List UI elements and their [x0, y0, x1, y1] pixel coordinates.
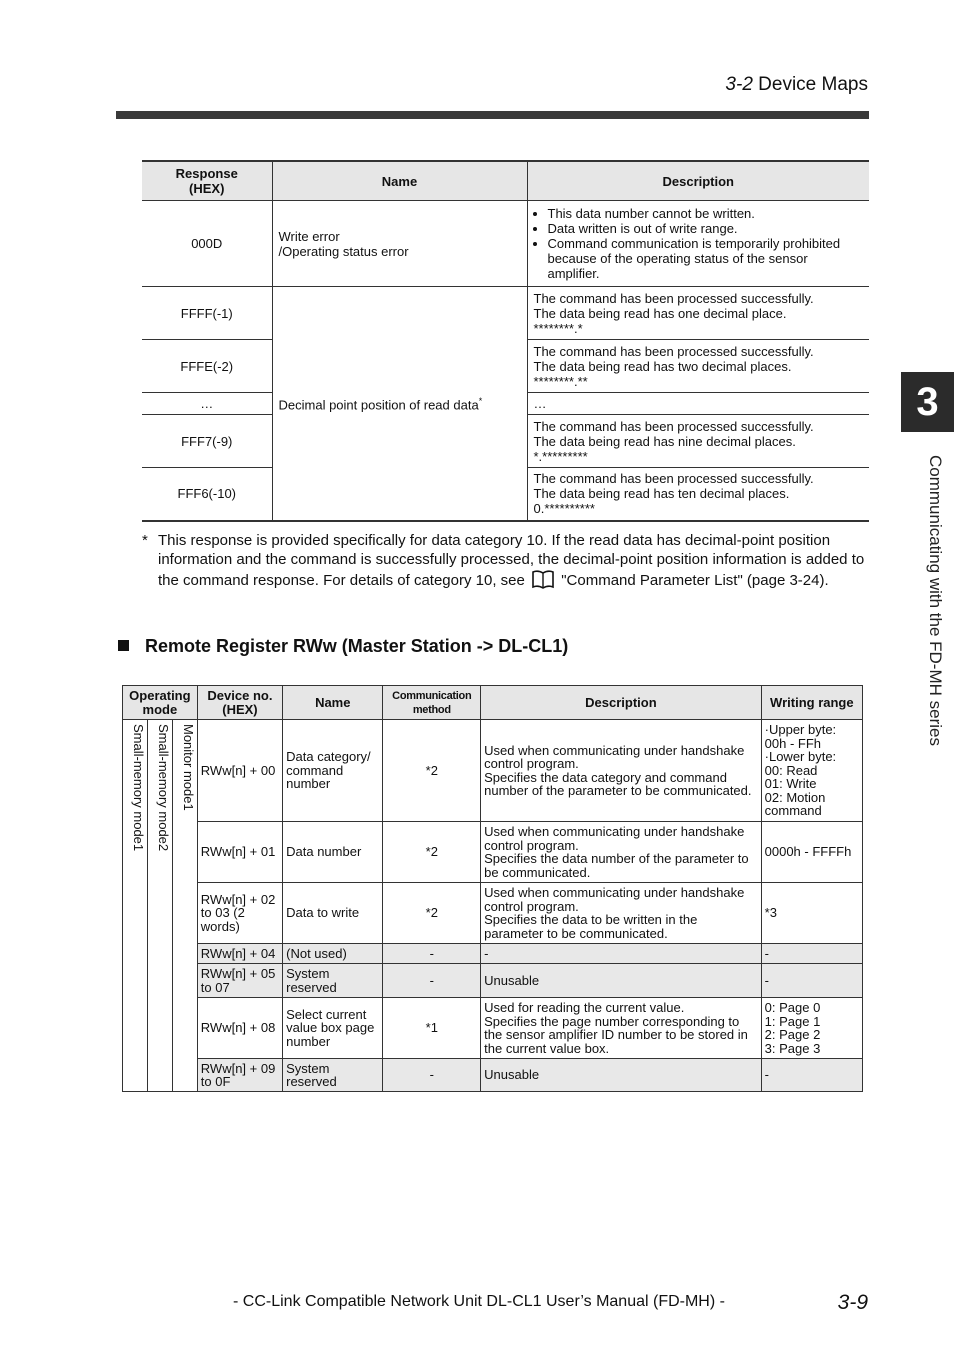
writing-range: 0000h - FFFFh — [761, 822, 862, 883]
response-code: FFF6(-10) — [142, 468, 272, 521]
device-no: RWw[n] + 02 to 03 (2 words) — [197, 883, 282, 944]
footnote-text: This response is provided specifically for data category 10. If the read data has decimal-point position information and the command is successfully processed, the decimal-point position information is added to the command response. For details of category 10, see — [158, 532, 865, 589]
section-heading-text: Remote Register RWw (Master Station -> DL-CL1) — [145, 636, 569, 656]
response-name-line: Write error — [278, 228, 340, 244]
communication-method: *2 — [383, 720, 481, 822]
register-name: Select current value box page number — [283, 998, 383, 1059]
response-description: The command has been processed successfully. The data being read has nine decimal places. *.********* — [527, 415, 869, 468]
register-description: - — [481, 944, 762, 964]
register-name: System reserved — [283, 964, 383, 998]
chapter-number: 3 — [916, 379, 939, 424]
table-row — [123, 720, 863, 822]
response-code: FFFE(-2) — [142, 340, 272, 393]
square-bullet-icon — [118, 640, 129, 651]
col-header-mode: Operating mode — [123, 686, 198, 720]
table-row — [142, 287, 869, 340]
chapter-side-title: Communicating with the FD-MH series — [926, 455, 945, 746]
table-row — [142, 201, 869, 287]
section-title: Device Maps — [758, 74, 868, 95]
register-description: Used when communicating under handshake control program. Specifies the data category and command number of the parameter to be communicated. — [481, 720, 762, 822]
register-name: (Not used) — [283, 944, 383, 964]
manual-footer: - CC-Link Compatible Network Unit DL-CL1 User’s Manual (FD-MH) - — [233, 1293, 725, 1310]
col-header-response — [142, 161, 272, 201]
section-header — [725, 74, 868, 96]
mode-monitor-1: Monitor mode1 — [172, 720, 197, 1092]
list-item: • Data written is out of write range. — [548, 221, 864, 236]
device-no: RWw[n] + 09 to 0F — [197, 1059, 282, 1092]
decimal-name: Decimal point position of read data — [278, 397, 479, 413]
mode-small-memory-2: Small-memory mode2 — [147, 720, 172, 1092]
book-reference-icon — [531, 569, 555, 589]
response-code: FFF7(-9) — [142, 415, 272, 468]
mode-small-memory-1: Small-memory mode1 — [123, 720, 148, 1092]
page-number: 3-9 — [837, 1291, 868, 1314]
device-no: RWw[n] + 00 — [197, 720, 282, 822]
response-name — [272, 287, 527, 521]
col-header-name: Name — [272, 161, 527, 201]
response-description: The command has been processed successfully. The data being read has one decimal place. ********.* — [527, 287, 869, 340]
col-header-writing-range: Writing range — [761, 686, 862, 720]
communication-method: - — [383, 964, 481, 998]
table-row — [123, 944, 863, 964]
footnote-reference-link[interactable]: "Command Parameter List" (page 3-24). — [561, 572, 829, 589]
col-header-communication: Communication method — [383, 686, 481, 720]
writing-range: - — [761, 1059, 862, 1092]
communication-method: *2 — [383, 822, 481, 883]
device-no: RWw[n] + 01 — [197, 822, 282, 883]
communication-method: *2 — [383, 883, 481, 944]
col-header-name: Name — [283, 686, 383, 720]
register-description: Used when communicating under handshake control program. Specifies the data to be written in the parameter to be communicated. — [481, 883, 762, 944]
response-code: 000D — [142, 201, 272, 287]
response-description: The command has been processed successfully. The data being read has two decimal places. ********.** — [527, 340, 869, 393]
col-header-device: Device no. (HEX) — [197, 686, 282, 720]
table-row — [123, 883, 863, 944]
writing-range: - — [761, 944, 862, 964]
writing-range: - — [761, 964, 862, 998]
writing-range: 0: Page 0 1: Page 1 2: Page 2 3: Page 3 — [761, 998, 862, 1059]
response-code: FFFF(-1) — [142, 287, 272, 340]
col-header-response-text: Response (HEX) — [175, 166, 238, 196]
device-no: RWw[n] + 04 — [197, 944, 282, 964]
response-name-line: /Operating status error — [278, 243, 409, 259]
device-no: RWw[n] + 08 — [197, 998, 282, 1059]
table-header-row — [123, 686, 863, 720]
table-row — [123, 998, 863, 1059]
register-name: Data number — [283, 822, 383, 883]
register-description: Unusable — [481, 964, 762, 998]
response-name — [272, 201, 527, 287]
response-code: … — [142, 393, 272, 415]
table-row — [123, 1059, 863, 1092]
header-rule — [116, 111, 869, 119]
footnote — [142, 531, 870, 590]
footnote-mark: * — [142, 532, 148, 549]
col-header-description: Description — [481, 686, 762, 720]
register-name: Data to write — [283, 883, 383, 944]
remote-register-table — [122, 685, 863, 1092]
register-description: Used for reading the current value. Specifies the page number corresponding to the sensor amplifier ID number to be stored in the current value box. — [481, 998, 762, 1059]
table-row — [123, 964, 863, 998]
writing-range: ·Upper byte: 00h - FFh ·Lower byte: 00: Read 01: Write 02: Motion command — [761, 720, 862, 822]
decimal-name-mark: * — [478, 396, 483, 407]
list-item: • Command communication is temporarily prohibited because of the operating status of the sensor amplifier. — [548, 236, 864, 281]
device-no: RWw[n] + 05 to 07 — [197, 964, 282, 998]
col-header-description: Description — [527, 161, 869, 201]
response-description: … — [527, 393, 869, 415]
section-number: 3-2 — [725, 74, 753, 95]
response-description — [527, 201, 869, 287]
communication-method: - — [383, 1059, 481, 1092]
table-row — [123, 822, 863, 883]
chapter-tab — [901, 372, 954, 432]
section-heading — [118, 636, 568, 657]
response-description: The command has been processed successfully. The data being read has ten decimal places. 0.********** — [527, 468, 869, 521]
response-code-table — [142, 160, 869, 522]
register-description: Used when communicating under handshake control program. Specifies the data number of the parameter to be communicated. — [481, 822, 762, 883]
communication-method: *1 — [383, 998, 481, 1059]
writing-range: *3 — [761, 883, 862, 944]
register-description: Unusable — [481, 1059, 762, 1092]
table-header-row — [142, 161, 869, 201]
communication-method: - — [383, 944, 481, 964]
register-name: Data category/ command number — [283, 720, 383, 822]
register-name: System reserved — [283, 1059, 383, 1092]
list-item: • This data number cannot be written. — [548, 206, 864, 221]
